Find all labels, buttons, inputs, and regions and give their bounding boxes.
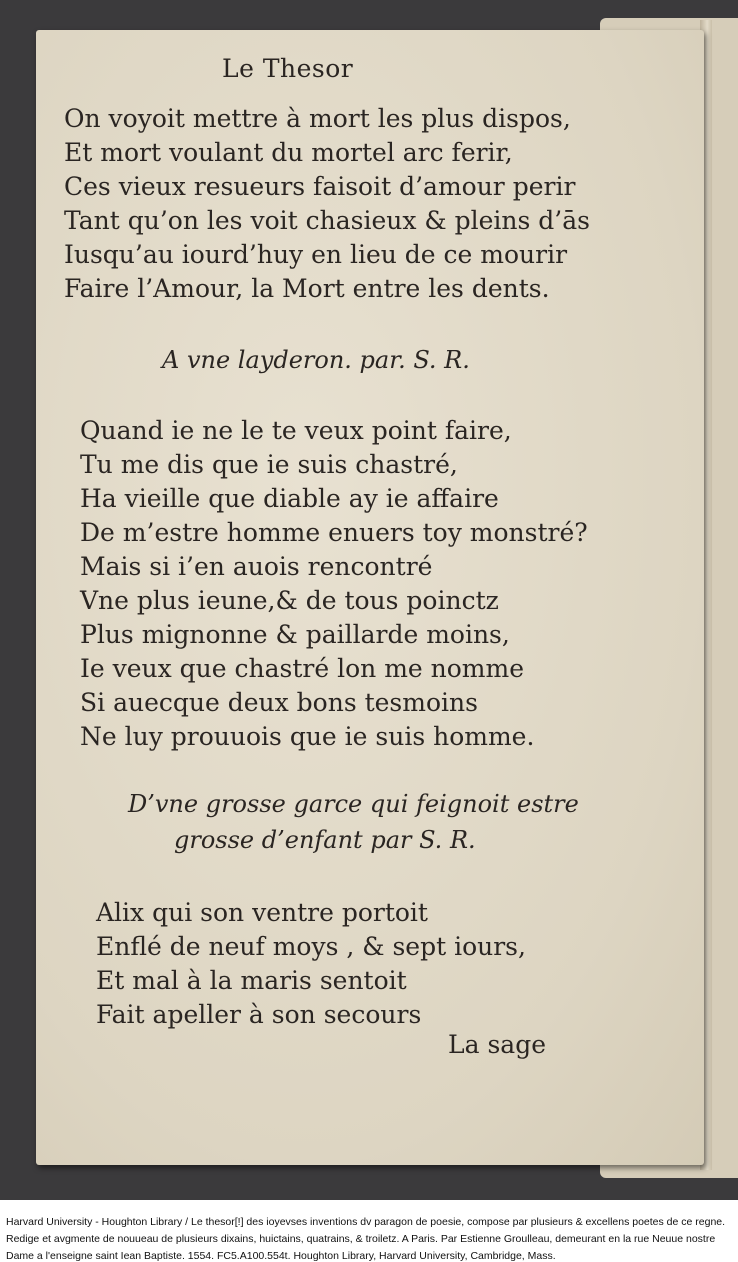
- stanza-2: [80, 414, 588, 754]
- verse-line: Ie veux que chastré lon me nomme: [80, 654, 525, 683]
- poem-title-2-line-1: D’vne grosse garce qui feignoit estre: [128, 790, 579, 818]
- verse-line: Fait apeller à son secours: [96, 1000, 422, 1029]
- verse-line: Iusqu’au iourd’huy en lieu de ce mourir: [64, 240, 568, 269]
- verse-line: Plus mignonne & paillarde moins,: [80, 620, 510, 649]
- verse-line: Faire l’Amour, la Mort entre les dents.: [64, 274, 550, 303]
- verse-line: Ha vieille que diable ay ie affaire: [80, 484, 499, 513]
- book-page: [36, 30, 704, 1165]
- verse-line: Alix qui son ventre portoit: [96, 898, 428, 927]
- image-caption: Harvard University - Houghton Library / Le thesor[!] des ioyevses inventions dv paragon de poesie, compose par plusieurs & excellens poetes de ce regne. Redige et avgmente de nouueau de plusieurs dixains, huictains, quatrains, & troiletz. A Paris. Par Estienne Groulleau, demeurant en la rue Neuue nostre Dame a l'enseigne saint Iean Baptiste. 1554. FC5.A100.554t. Houghton Library, Harvard University, Cambridge, Mass.: [6, 1216, 726, 1262]
- verse-line: Enflé de neuf moys , & sept iours,: [96, 932, 526, 961]
- verse-line: Quand ie ne le te veux point faire,: [80, 416, 512, 445]
- catchword: La sage: [448, 1030, 546, 1059]
- verse-line: Et mort voulant du mortel arc ferir,: [64, 138, 513, 167]
- verse-line: Ces vieux resueurs faisoit d’amour perir: [64, 172, 576, 201]
- verse-line: Ne luy prouuois que ie suis homme.: [80, 722, 535, 751]
- poem-title-2-line-2: grosse d’enfant par S. R.: [174, 826, 476, 854]
- stanza-3: [96, 896, 526, 1032]
- stanza-1: [64, 102, 590, 306]
- verse-line: On voyoit mettre à mort les plus dispos,: [64, 104, 571, 133]
- verse-line: Tant qu’on les voit chasieux & pleins d’ās: [64, 206, 590, 235]
- verse-line: Mais si i’en auois rencontré: [80, 552, 433, 581]
- verse-line: Vne plus ieune,& de tous poinctz: [80, 586, 499, 615]
- verse-line: Si auecque deux bons tesmoins: [80, 688, 478, 717]
- verse-line: De m’estre homme enuers toy monstré?: [80, 518, 588, 547]
- running-head: Le Thesor: [222, 54, 354, 83]
- verse-line: Tu me dis que ie suis chastré,: [80, 450, 458, 479]
- verse-line: Et mal à la maris sentoit: [96, 966, 407, 995]
- poem-title-1: A vne layderon. par. S. R.: [162, 346, 470, 374]
